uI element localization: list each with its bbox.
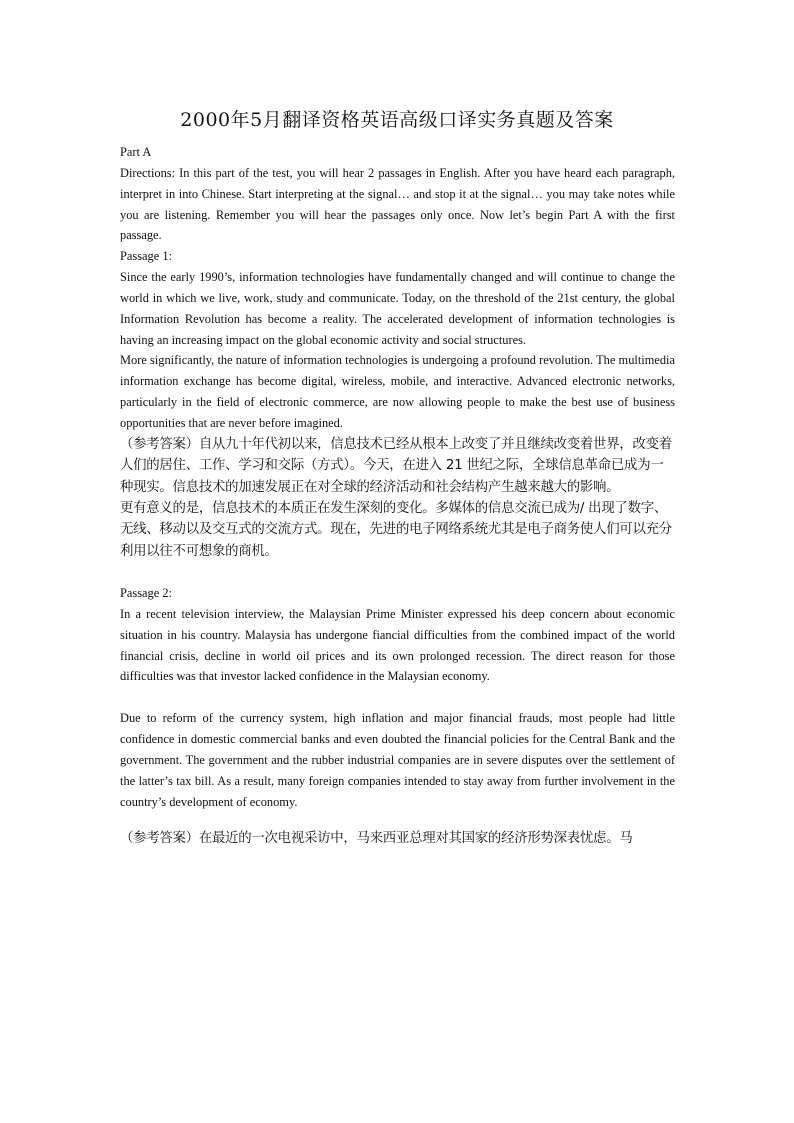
- passage2-paragraph-1: In a recent television interview, the Malaysian Prime Minister expressed his deep concern about economic situation in his country. Malaysia has undergone fiancial difficulties from the combined impact of the world financial crisis, decline in world oil prices and its own prolonged recession. The direct reason for those difficulties was that investor lacked confidence in the Malaysian economy.: [120, 606, 675, 684]
- passage1-paragraph-1: Since the early 1990’s, information technologies have fundamentally changed and will continue to change the world in which we live, work, study and communicate. Today, on the threshold of the 21st century, the global Information Revolution has become a reality. The accelerated development of information technologies is having an increasing impact on the global economic activity and social structures.: [120, 270, 675, 347]
- passage2-heading: Passage 2:: [120, 586, 172, 601]
- page-title: 2000年5月翻译资格英语高级口译实务真题及答案: [180, 109, 614, 131]
- passage1-answer-2: 更有意义的是，信息技术的本质正在发生深刻的变化。多媒体的信息交流已成为/ 出现了数字、无线、移动以及交互式的交流方式。现在，先进的电子网络系统尤其是电子商务使人们可以充分利用以往不可想象的商机。: [120, 501, 672, 559]
- passage1-heading: Passage 1:: [120, 249, 172, 264]
- blank-line: [120, 812, 675, 828]
- document-body: [120, 142, 675, 850]
- passage1-answer-1: （参考答案）自从九十年代初以来，信息技术已经从根本上改变了并且继续改变着世界，改变着人们的居住、工作、学习和交际（方式）。今天，在进入 21 世纪之际，全球信息革命已成为一种现实。信息技术的加速发展正在对全球的经济活动和社会结构产生越来越大的影响。: [120, 436, 672, 495]
- passage2-answer: （参考答案）在最近的一次电视采访中，马来西亚总理对其国家的经济形势深表忧虑。马: [120, 831, 633, 847]
- blank-line: [120, 687, 675, 708]
- passage2-paragraph-2: Due to reform of the currency system, high inflation and major financial frauds, most people had little confidence in domestic commercial banks and even doubted the financial policies for the Central Bank and the government. The government and the rubber industrial companies are in severe disputes over the settlement of the latter’s tax bill. As a result, many foreign companies intended to stay away from further involvement in the country’s development of economy.: [120, 711, 675, 809]
- passage1-paragraph-2: More significantly, the nature of information technologies is undergoing a profound revolution. The multimedia information exchange has become digital, wireless, mobile, and interactive. Advanced electronic networks, particularly in the field of electronic commerce, are now allowing people to make the best use of business opportunities that are never before imagined.: [120, 353, 675, 430]
- blank-line: [120, 562, 675, 583]
- part-a-directions: Directions: In this part of the test, you will hear 2 passages in English. After you have heard each paragraph, interpret in into Chinese. Start interpreting at the signal… and stop it at the signal… you may take notes while you are listening. Remember you will hear the passages only once. Now let’s begin Part A with the first passage.: [120, 165, 675, 243]
- part-a-heading: Part A: [120, 145, 152, 159]
